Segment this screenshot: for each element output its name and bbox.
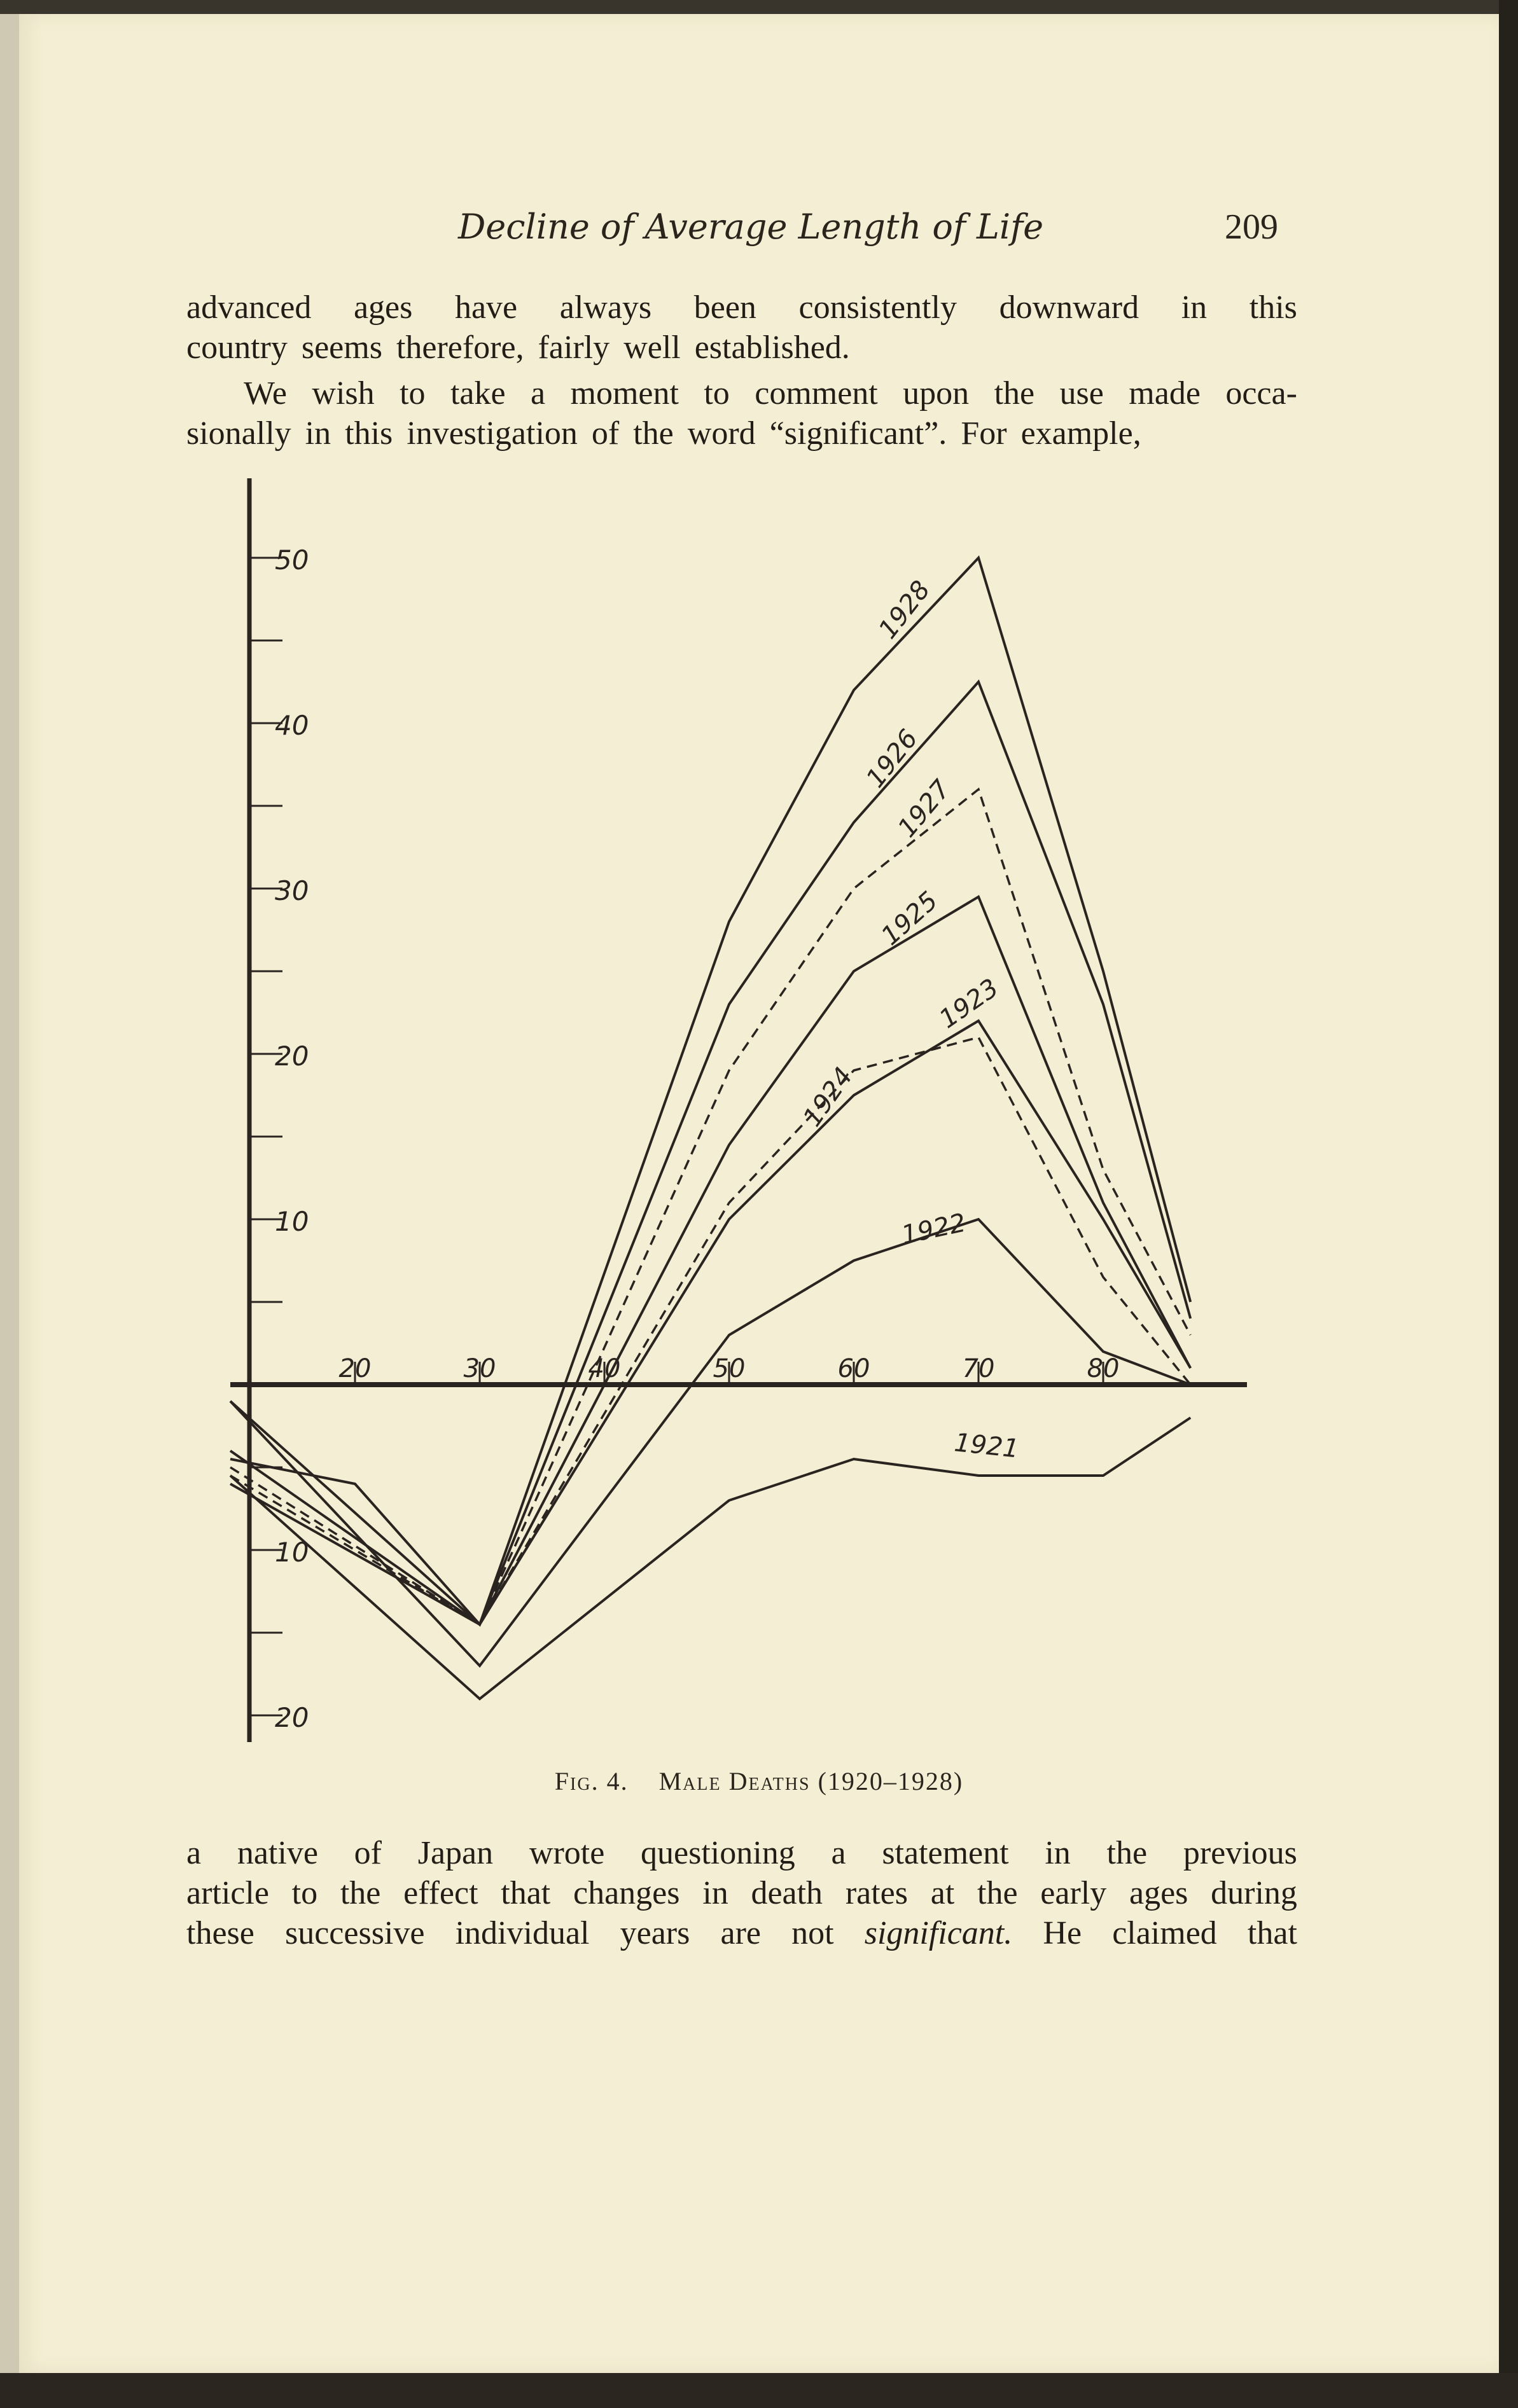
caption-years: (1920–1928) [818,1767,964,1796]
word: not [791,1915,834,1951]
word: in [1045,1835,1071,1871]
paragraph-1 [186,287,1297,368]
word: effect [403,1875,478,1911]
word: ages [1129,1875,1188,1911]
y-tick-label: 20 [275,1702,309,1733]
word: article [186,1875,269,1911]
word: made [1129,375,1201,412]
series-line-1928 [230,558,1190,1624]
word: established. [694,329,850,366]
word: occa- [1225,375,1297,412]
caption-title: Male Deaths [658,1767,811,1796]
word: the [994,375,1035,412]
word: rates [845,1875,908,1911]
word: of [354,1835,382,1871]
word: in [1181,289,1208,326]
word: successive [284,1915,425,1951]
text-line [186,1913,1297,1953]
series-label-1926: 1926 [860,724,924,794]
series-line-1922 [230,1219,1190,1666]
word: the [633,415,674,452]
word: ages [353,289,413,326]
word: individual [455,1915,590,1951]
word: questioning [641,1835,795,1871]
word: in [702,1875,728,1911]
y-tick-label: 20 [275,1041,309,1072]
word: seems [301,329,382,366]
word: country [186,329,288,366]
word: this [1249,289,1297,326]
book-top-edge [0,0,1518,14]
word: a [831,1835,846,1871]
book-bottom-edge [0,2373,1518,2408]
word: previous [1183,1835,1297,1871]
text-line [186,1873,1297,1913]
word: For [961,415,1007,452]
series-label-1924: 1924 [797,1062,859,1132]
series-label-1921: 1921 [952,1428,1020,1464]
word: Japan [417,1835,494,1871]
running-title: Decline of Average Length of Life [458,207,1044,247]
word: use [1059,375,1104,412]
word: well [623,329,681,366]
word: years [620,1915,690,1951]
word: a [531,375,546,412]
series-label-1923: 1923 [934,973,1005,1035]
x-tick-label: 80 [1087,1354,1120,1383]
word: moment [570,375,679,412]
word: early [1040,1875,1107,1911]
word: word [687,415,756,452]
word: fairly [538,329,610,366]
running-header [19,207,1499,258]
word: have [454,289,518,326]
y-tick-label: 10 [275,1206,309,1237]
paragraph-2 [186,373,1297,453]
text-line [186,328,1297,368]
paragraph-3 [186,1833,1297,1953]
word: investigation [407,415,578,452]
word: upon [903,375,970,412]
x-tick-label: 20 [338,1354,372,1383]
figure-caption [19,1766,1499,1796]
word: wish [312,375,375,412]
series-line-1927 [230,789,1190,1624]
x-tick-label: 70 [962,1354,995,1383]
word: claimed [1112,1915,1217,1951]
x-tick-label: 50 [713,1354,746,1383]
y-tick-label: 10 [275,1537,309,1568]
word: to [291,1875,318,1911]
text-line [186,1833,1297,1873]
word: in [305,415,331,452]
word: always [559,289,652,326]
word: these [186,1915,254,1951]
word: to [704,375,730,412]
x-tick-label: 40 [588,1354,621,1383]
word: to [400,375,426,412]
y-tick-label: 40 [275,710,309,741]
book-page [19,14,1499,2373]
x-tick-label: 60 [837,1354,870,1383]
series-line-1923 [230,1021,1190,1624]
word: the [1106,1835,1148,1871]
text-line [186,413,1297,453]
series-line-1924 [230,1037,1190,1624]
word: significant. [864,1915,1013,1951]
word: been [693,289,756,326]
figure-4 [19,478,1499,1776]
word: advanced [186,289,312,326]
text-line [186,373,1297,413]
word: “significant”. [769,415,947,452]
word: that [1247,1915,1297,1951]
word: the [977,1875,1018,1911]
word: consistently [798,289,957,326]
series-label-1928: 1928 [873,575,937,645]
book-spine-edge [1499,0,1518,2408]
x-tick-label: 30 [463,1354,496,1383]
word: this [345,415,393,452]
series-label-1927: 1927 [892,774,957,843]
word: a [186,1835,202,1871]
word: example, [1020,415,1141,452]
word: death [751,1875,823,1911]
word: native [237,1835,318,1871]
word: are [720,1915,761,1951]
word: sionally [186,415,291,452]
word: at [930,1875,955,1911]
series-line-1926 [230,682,1190,1624]
series-label-1922: 1922 [898,1208,969,1250]
series-label-1925: 1925 [875,886,944,951]
word: changes [573,1875,680,1911]
male-deaths-chart [19,478,1499,1776]
word: take [450,375,506,412]
word: He [1043,1915,1082,1951]
y-tick-label: 30 [275,875,309,906]
word: therefore, [396,329,524,366]
word: during [1211,1875,1297,1911]
word: wrote [529,1835,605,1871]
text-line [186,287,1297,328]
word: of [591,415,620,452]
word: that [501,1875,551,1911]
caption-label: Fig. 4. [554,1767,629,1796]
word: comment [755,375,878,412]
word: the [340,1875,381,1911]
y-tick-label: 50 [275,544,309,576]
word: We [244,375,287,412]
word: downward [999,289,1139,326]
page-number: 209 [1225,207,1278,247]
word: statement [882,1835,1009,1871]
